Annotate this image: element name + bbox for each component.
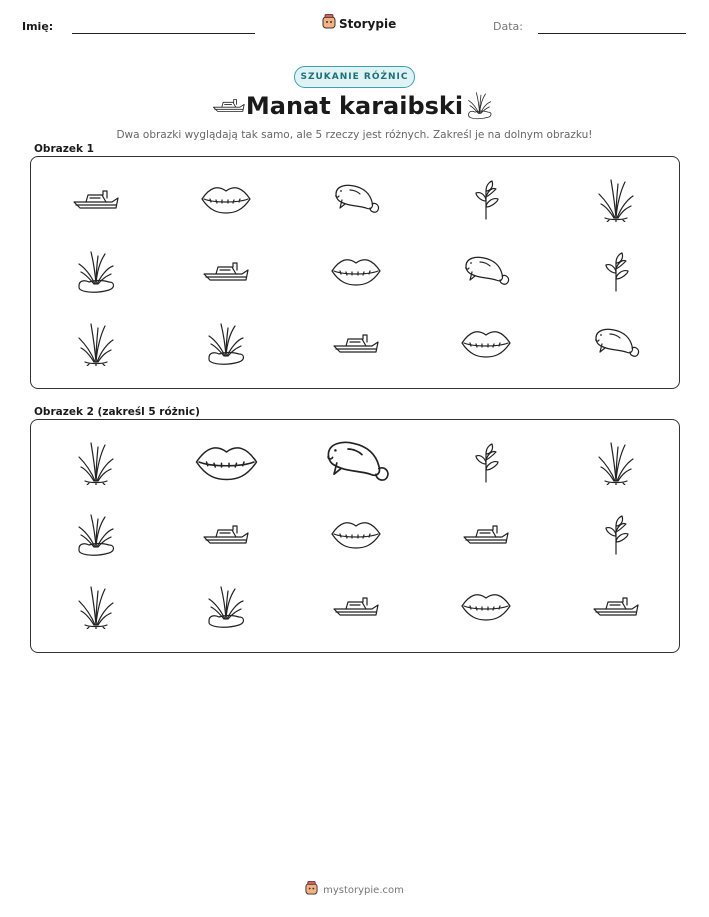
manatee-icon xyxy=(291,169,421,229)
date-label: Data: xyxy=(493,20,523,33)
brand-logo xyxy=(322,14,396,33)
boat-icon[interactable] xyxy=(551,576,681,636)
grass-icon[interactable] xyxy=(31,432,161,492)
grass-rock-icon xyxy=(31,241,161,301)
boat-icon xyxy=(161,241,291,301)
boat-icon[interactable] xyxy=(161,504,291,564)
leaf-icon[interactable] xyxy=(551,504,681,564)
footer xyxy=(0,881,709,899)
picture1-panel xyxy=(30,156,680,389)
boat-icon xyxy=(212,96,246,118)
name-line xyxy=(72,33,255,34)
grass-rock-icon xyxy=(161,313,291,373)
grass-icon[interactable] xyxy=(31,576,161,636)
manatee-icon[interactable] xyxy=(291,432,421,492)
grass-icon[interactable] xyxy=(551,432,681,492)
grass-icon xyxy=(551,169,681,229)
leaf-icon[interactable] xyxy=(421,432,551,492)
lips-icon xyxy=(421,313,551,373)
grass-rock-icon[interactable] xyxy=(161,576,291,636)
grass-rock-icon[interactable] xyxy=(31,504,161,564)
lips-icon xyxy=(291,241,421,301)
lips-icon xyxy=(161,169,291,229)
grass-rock-icon xyxy=(466,90,493,124)
picture2-panel[interactable] xyxy=(30,419,680,653)
name-label: Imię: xyxy=(22,20,54,33)
leaf-icon xyxy=(421,169,551,229)
lips-icon[interactable] xyxy=(291,504,421,564)
brand-name: Storypie xyxy=(339,16,397,31)
boat-icon[interactable] xyxy=(291,576,421,636)
picture1-label: Obrazek 1 xyxy=(34,143,94,155)
boat-icon xyxy=(291,313,421,373)
picture2-label: Obrazek 2 (zakreśl 5 różnic) xyxy=(34,406,200,418)
leaf-icon xyxy=(551,241,681,301)
storypie-logo-icon xyxy=(322,14,336,33)
manatee-icon xyxy=(551,313,681,373)
page-title: Manat karaibski xyxy=(245,92,464,120)
instructions: Dwa obrazki wyglądają tak samo, ale 5 rzeczy jest różnych. Zakreśl je na dolnym obrazku! xyxy=(116,129,593,141)
footer-url: mystorypie.com xyxy=(323,884,404,896)
grass-icon xyxy=(31,313,161,373)
storypie-logo-icon xyxy=(305,881,318,899)
boat-icon xyxy=(31,169,161,229)
manatee-icon xyxy=(421,241,551,301)
lips-icon[interactable] xyxy=(161,432,291,492)
date-line xyxy=(538,33,686,34)
lips-icon[interactable] xyxy=(421,576,551,636)
activity-badge: SZUKANIE RÓŻNIC xyxy=(294,66,415,88)
boat-icon[interactable] xyxy=(421,504,551,564)
